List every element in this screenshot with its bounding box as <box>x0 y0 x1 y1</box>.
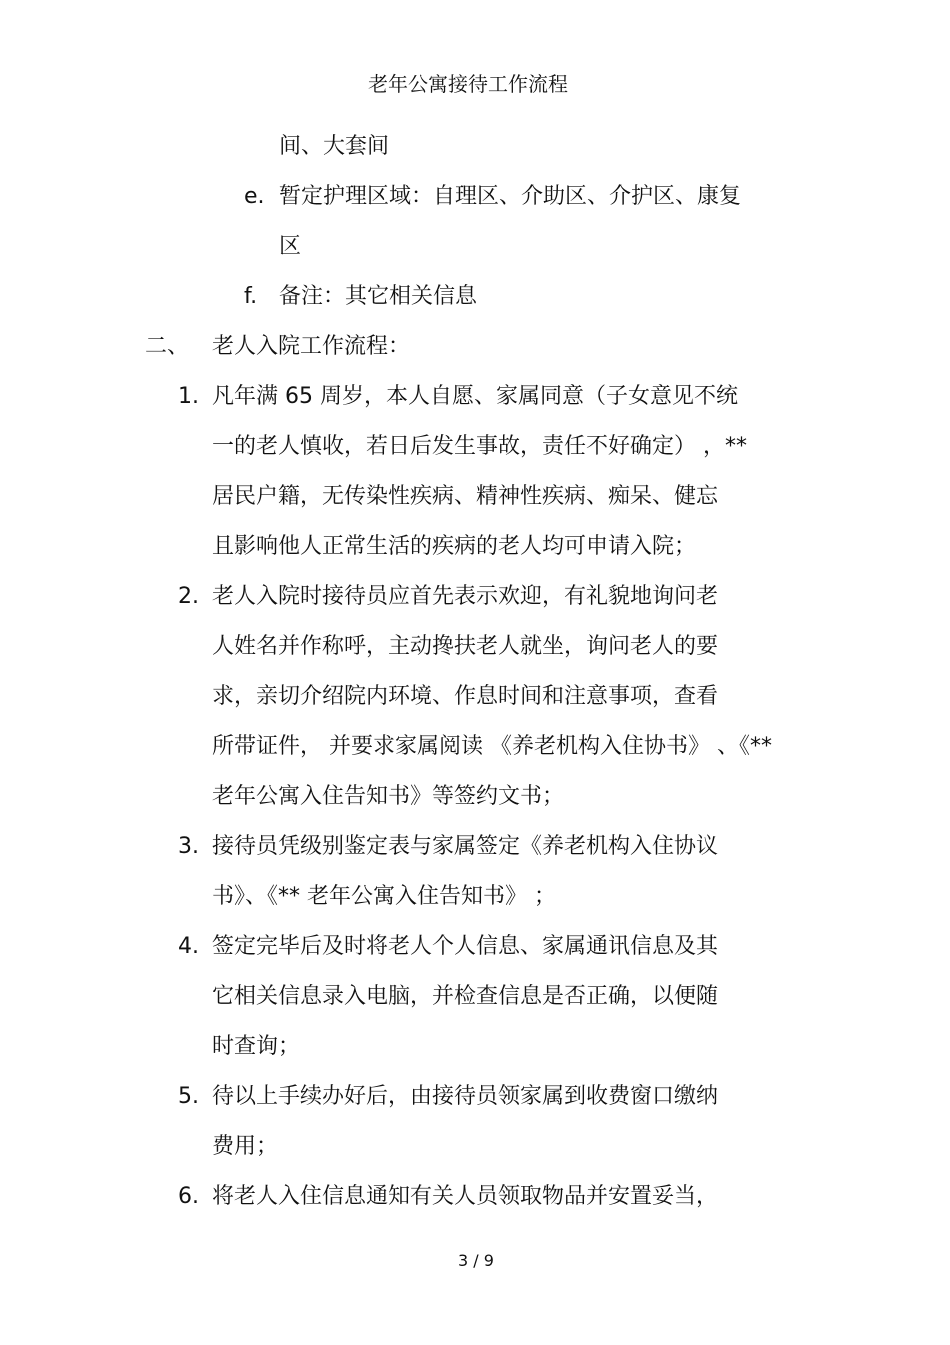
item-2-line: 老人入院时接待员应首先表示欢迎，有礼貌地询问老 <box>212 584 719 609</box>
section-number: 二、 <box>145 334 190 359</box>
item-3-line: 接待员凭级别鉴定表与家属签定《养老机构入住协议 <box>212 834 719 859</box>
item-f-marker: f. <box>244 284 258 309</box>
item-e-line-2: 区 <box>279 234 302 259</box>
item-4-line: 签定完毕后及时将老人个人信息、家属通讯信息及其 <box>212 934 719 959</box>
item-2-line: 老年公寓入住告知书》等签约文书； <box>212 784 565 809</box>
item-1-line: 居民户籍，无传染性疾病、精神性疾病、痴呆、健忘 <box>212 484 719 509</box>
item-4-line: 时查询； <box>212 1034 301 1059</box>
page-header-title: 老年公寓接待工作流程 <box>368 72 568 96</box>
item-5-line: 费用； <box>212 1134 279 1159</box>
item-4-line: 它相关信息录入电脑，并检查信息是否正确，以便随 <box>212 984 719 1009</box>
item-1-marker: 1. <box>178 384 199 409</box>
item-f-line-1: 备注：其它相关信息 <box>279 284 478 309</box>
item-6-line: 将老人入住信息通知有关人员领取物品并安置妥当， <box>212 1184 719 1209</box>
item-2-marker: 2. <box>178 584 199 609</box>
item-1-line: 凡年满 65 周岁，本人自愿、家属同意（子女意见不统 <box>212 384 738 409</box>
item-1-line: 一的老人慎收，若日后发生事故，责任不好确定） ，** <box>212 434 747 459</box>
item-5-marker: 5. <box>178 1084 199 1109</box>
item-3-marker: 3. <box>178 834 199 859</box>
item-e-line-1: 暂定护理区域：自理区、介助区、介护区、康复 <box>279 184 742 209</box>
item-3-line: 书》、《** 老年公寓入住告知书》 ； <box>212 884 556 909</box>
page-number-indicator: 3 / 9 <box>458 1251 494 1270</box>
item-1-line: 且影响他人正常生活的疾病的老人均可申请入院； <box>212 534 697 559</box>
item-2-line: 求，亲切介绍院内环境、作息时间和注意事项，查看 <box>212 684 719 709</box>
item-2-line: 人姓名并作称呼，主动搀扶老人就坐，询问老人的要 <box>212 634 719 659</box>
item-2-line: 所带证件， 并要求家属阅读 《养老机构入住协书》 、《** <box>212 734 772 759</box>
item-5-line: 待以上手续办好后，由接待员领家属到收费窗口缴纳 <box>212 1084 719 1109</box>
continuation-line: 间、大套间 <box>279 134 390 159</box>
item-6-marker: 6. <box>178 1184 199 1209</box>
item-4-marker: 4. <box>178 934 199 959</box>
section-title: 老人入院工作流程： <box>212 334 411 359</box>
item-e-marker: e. <box>244 184 265 209</box>
